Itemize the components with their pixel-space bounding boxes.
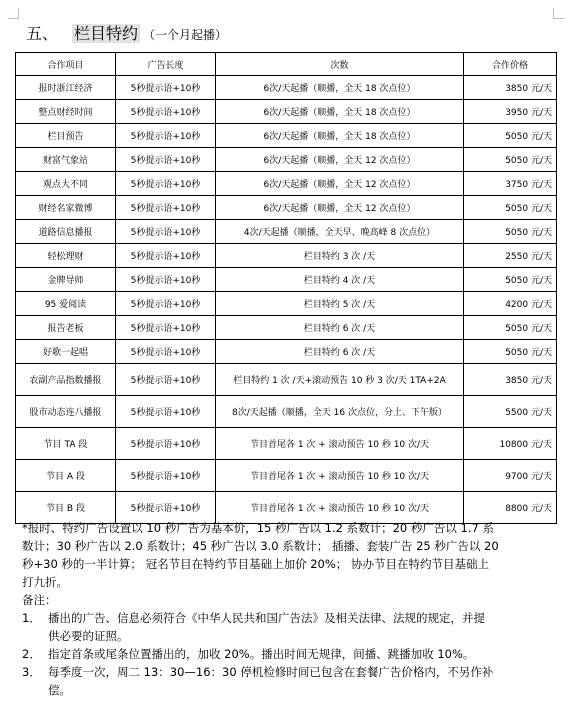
cell-price: 4200 元/天	[464, 292, 557, 316]
cell-frequency: 节目首尾各 1 次 + 滚动预告 10 秒 10 次/天	[216, 428, 464, 460]
cell-frequency: 节目首尾各 1 次 + 滚动预告 10 秒 10 次/天	[216, 492, 464, 524]
remark-item	[22, 645, 552, 663]
remark-item	[22, 663, 552, 699]
cell-price: 3850 元/天	[464, 76, 557, 100]
cell-frequency: 栏目特约 4 次 /天	[216, 268, 464, 292]
pricing-note-line: *报时、特约广告设置以 10 秒广告为基本价，15 秒广告以 1.2 系数计；20 秒广告以 1.7 系	[22, 521, 494, 535]
page-corner-mark-left	[8, 8, 19, 19]
pricing-note-line: 数计；30 秒广告以 2.0 系数计；45 秒广告以 3.0 系数计； 插播、套装广告 25 秒广告以 20	[22, 539, 499, 553]
cell-ad-length: 5秒提示语+10秒	[116, 396, 216, 428]
table-row	[16, 76, 557, 100]
pricing-note-line: 秒+30 秒的一半计算； 冠名节目在特约节目基础上加价 20%； 协办节目在特约节目基础上	[22, 557, 489, 571]
cell-frequency: 栏目特约 1 次 /天+滚动预告 10 秒 3 次/天 1TA+2A	[216, 364, 464, 396]
cell-price: 3750 元/天	[464, 172, 557, 196]
page-corner-mark-right	[553, 8, 564, 19]
table-row	[16, 220, 557, 244]
remark-text: 指定首条或尾条位置播出的，加收 20%。播出时间无规律，间播、跳播加收 10%。	[48, 647, 475, 661]
cell-ad-length: 5秒提示语+10秒	[116, 268, 216, 292]
table-row	[16, 396, 557, 428]
pricing-note-line: 打九折。	[22, 575, 68, 589]
table-row	[16, 316, 557, 340]
table-row	[16, 172, 557, 196]
table-row	[16, 460, 557, 492]
cell-project: 股市动态连八播报	[16, 396, 116, 428]
remark-text: 每季度一次，周二 13：30—16：30 停机检修时间已包含在套餐广告价格内，不另作补	[48, 665, 494, 679]
header-project: 合作项目	[16, 53, 116, 76]
cell-frequency: 节目首尾各 1 次 + 滚动预告 10 秒 10 次/天	[216, 460, 464, 492]
cell-project: 节目 TA 段	[16, 428, 116, 460]
cell-project: 财富气象站	[16, 148, 116, 172]
table-row	[16, 268, 557, 292]
cell-price: 3950 元/天	[464, 100, 557, 124]
table-row	[16, 100, 557, 124]
cell-ad-length: 5秒提示语+10秒	[116, 76, 216, 100]
cell-price: 8800 元/天	[464, 492, 557, 524]
table-header-row	[16, 53, 557, 76]
notes-section	[22, 519, 552, 699]
cell-frequency: 6次/天起播（顺播，全天 12 次点位）	[216, 196, 464, 220]
header-ad-length: 广告长度	[116, 53, 216, 76]
cell-frequency: 6次/天起播（顺播，全天 12 次点位）	[216, 172, 464, 196]
table-row	[16, 148, 557, 172]
cell-project: 节目 A 段	[16, 460, 116, 492]
cell-ad-length: 5秒提示语+10秒	[116, 292, 216, 316]
cell-frequency: 栏目特约 6 次 /天	[216, 316, 464, 340]
table-row	[16, 124, 557, 148]
cell-project: 95 爱阅读	[16, 292, 116, 316]
cell-price: 5050 元/天	[464, 196, 557, 220]
table-row	[16, 244, 557, 268]
cell-price: 9700 元/天	[464, 460, 557, 492]
cell-ad-length: 5秒提示语+10秒	[116, 244, 216, 268]
cell-frequency: 6次/天起播（顺播，全天 18 次点位）	[216, 100, 464, 124]
cell-price: 5050 元/天	[464, 316, 557, 340]
cell-price: 2550 元/天	[464, 244, 557, 268]
cell-price: 10800 元/天	[464, 428, 557, 460]
cell-ad-length: 5秒提示语+10秒	[116, 460, 216, 492]
cell-frequency: 栏目特约 6 次 /天	[216, 340, 464, 364]
cell-frequency: 栏目特约 5 次 /天	[216, 292, 464, 316]
remark-number: 1．	[22, 611, 41, 625]
remark-number: 3．	[22, 665, 41, 679]
cell-ad-length: 5秒提示语+10秒	[116, 340, 216, 364]
cell-project: 报告老板	[16, 316, 116, 340]
cell-frequency: 6次/天起播（顺播，全天 12 次点位）	[216, 148, 464, 172]
cell-project: 金牌导师	[16, 268, 116, 292]
header-frequency: 次数	[216, 53, 464, 76]
cell-price: 5050 元/天	[464, 148, 557, 172]
pricing-table	[15, 52, 557, 524]
section-heading	[26, 24, 227, 45]
cell-project: 财经名家微博	[16, 196, 116, 220]
cell-project: 农副产品指数播报	[16, 364, 116, 396]
cell-project: 整点财经时间	[16, 100, 116, 124]
remark-text: 供必要的证照。	[48, 629, 129, 643]
cell-ad-length: 5秒提示语+10秒	[116, 100, 216, 124]
remark-text: 偿。	[48, 683, 71, 697]
cell-ad-length: 5秒提示语+10秒	[116, 220, 216, 244]
cell-ad-length: 5秒提示语+10秒	[116, 364, 216, 396]
cell-frequency: 4次/天起播（顺播，全天早、晚高峰 8 次点位）	[216, 220, 464, 244]
cell-project: 报时浙江经济	[16, 76, 116, 100]
cell-frequency: 6次/天起播（顺播，全天 18 次点位）	[216, 76, 464, 100]
cell-ad-length: 5秒提示语+10秒	[116, 492, 216, 524]
cell-project: 道路信息播报	[16, 220, 116, 244]
cell-price: 5050 元/天	[464, 268, 557, 292]
section-title: 栏目特约	[74, 24, 139, 43]
table-row	[16, 196, 557, 220]
cell-ad-length: 5秒提示语+10秒	[116, 316, 216, 340]
cell-project: 栏目预告	[16, 124, 116, 148]
remarks-label: 备注：	[22, 593, 57, 607]
table-row	[16, 340, 557, 364]
remark-number: 2．	[22, 647, 41, 661]
table-row	[16, 428, 557, 460]
remark-text: 播出的广告、信息必须符合《中华人民共和国广告法》及相关法律、法规的规定，并提	[48, 611, 485, 625]
cell-price: 5500 元/天	[464, 396, 557, 428]
cell-project: 好歌一起唱	[16, 340, 116, 364]
section-subtitle: （一个月起播）	[143, 28, 228, 42]
cell-price: 5050 元/天	[464, 340, 557, 364]
cell-price: 3850 元/天	[464, 364, 557, 396]
header-price: 合作价格	[464, 53, 557, 76]
cell-project: 观点大不同	[16, 172, 116, 196]
cell-price: 5050 元/天	[464, 220, 557, 244]
cell-ad-length: 5秒提示语+10秒	[116, 124, 216, 148]
section-number: 五、	[26, 24, 59, 43]
table-row	[16, 292, 557, 316]
cell-ad-length: 5秒提示语+10秒	[116, 196, 216, 220]
cell-project: 轻松理财	[16, 244, 116, 268]
table-row	[16, 364, 557, 396]
cell-frequency: 6次/天起播（顺播，全天 18 次点位）	[216, 124, 464, 148]
cell-project: 节目 B 段	[16, 492, 116, 524]
cell-ad-length: 5秒提示语+10秒	[116, 148, 216, 172]
cell-frequency: 8次/天起播（顺播，全天 16 次点位，分上、下午版）	[216, 396, 464, 428]
remarks-list	[22, 609, 552, 699]
cell-price: 5050 元/天	[464, 124, 557, 148]
cell-frequency: 栏目特约 3 次 /天	[216, 244, 464, 268]
cell-ad-length: 5秒提示语+10秒	[116, 428, 216, 460]
cell-ad-length: 5秒提示语+10秒	[116, 172, 216, 196]
remark-item	[22, 609, 552, 645]
